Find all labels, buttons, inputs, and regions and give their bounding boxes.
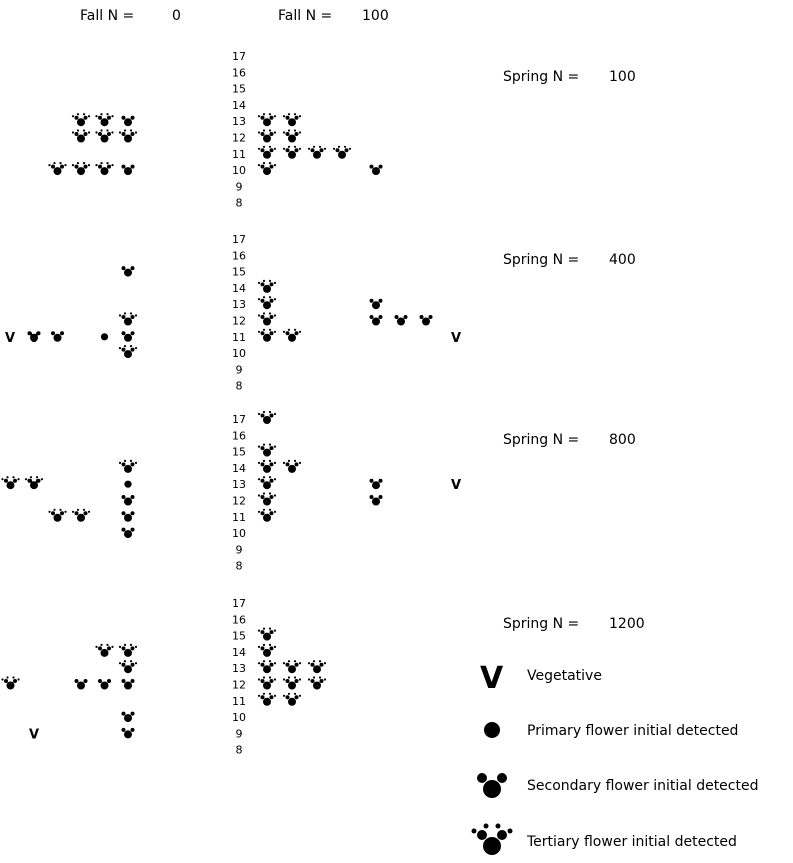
tertiary-flower-mark [95, 644, 113, 657]
tertiary-flower-mark [283, 660, 301, 673]
y-tick-label: 15 [232, 445, 246, 459]
secondary-flower-mark [122, 331, 135, 342]
tertiary-flower-mark [283, 676, 301, 689]
y-tick-label: 10 [232, 347, 246, 361]
y-tick-label: 17 [232, 233, 246, 246]
y-tick-label: 14 [232, 645, 246, 659]
tertiary-flower-mark [258, 628, 276, 641]
tertiary-flower-mark [119, 644, 137, 657]
y-tick-label: 13 [232, 298, 246, 312]
legend-label-vegetative: Vegetative [527, 668, 602, 684]
y-tick-label: 15 [232, 82, 246, 96]
tertiary-flower-mark [72, 509, 90, 522]
tertiary-flower-mark [258, 312, 276, 325]
secondary-flower-mark [122, 266, 135, 277]
secondary-flower-mark [370, 315, 383, 326]
secondary-flower-mark [370, 165, 383, 176]
y-tick-label: 12 [232, 314, 246, 328]
tertiary-flower-mark [48, 509, 66, 522]
tertiary-flower-mark [258, 113, 276, 126]
secondary-flower-icon [477, 773, 507, 798]
spring-label: Spring N = [503, 252, 580, 268]
legend-item-vegetative [480, 661, 602, 696]
legend-label-secondary: Secondary flower initial detected [527, 778, 759, 794]
y-tick-label: 12 [232, 131, 246, 145]
y-tick-label: 11 [232, 510, 246, 524]
secondary-flower-mark [370, 299, 383, 310]
spring-label: Spring N = [503, 432, 580, 448]
y-tick-label: 8 [235, 196, 243, 210]
primary-flower-mark [124, 481, 131, 488]
tertiary-flower-mark [119, 129, 137, 142]
tertiary-flower-mark [258, 444, 276, 457]
y-tick-label: 16 [232, 429, 246, 443]
tertiary-flower-mark [72, 162, 90, 175]
tertiary-flower-mark [308, 660, 326, 673]
tertiary-flower-mark [119, 312, 137, 325]
y-tick-label: 13 [232, 662, 246, 676]
tertiary-flower-mark [258, 660, 276, 673]
tertiary-flower-mark [333, 146, 351, 159]
legend-item-tertiary [472, 824, 737, 856]
fall-value-right: 100 [362, 8, 389, 24]
y-tick-label: 10 [232, 711, 246, 725]
y-tick-label: 14 [232, 98, 246, 112]
vegetative-mark: V [28, 727, 40, 743]
vegetative-mark: V [28, 478, 40, 494]
panel-400 [0, 233, 636, 393]
y-tick-label: 9 [235, 363, 243, 377]
y-tick-label: 16 [232, 613, 246, 627]
tertiary-flower-mark [283, 113, 301, 126]
y-tick-label: 17 [232, 413, 246, 426]
legend-label-primary: Primary flower initial detected [527, 723, 739, 739]
spring-value: 100 [609, 69, 636, 85]
y-tick-label: 11 [232, 330, 246, 344]
tertiary-flower-mark [95, 113, 113, 126]
secondary-flower-mark [122, 728, 135, 739]
tertiary-flower-mark [1, 676, 19, 689]
panel-100 [48, 50, 635, 210]
y-tick-label: 13 [232, 115, 246, 129]
tertiary-flower-mark [72, 113, 90, 126]
fall-value-left: 0 [172, 8, 181, 24]
spring-label: Spring N = [503, 69, 580, 85]
tertiary-flower-mark [283, 129, 301, 142]
tertiary-flower-mark [72, 129, 90, 142]
y-tick-label: 11 [232, 694, 246, 708]
legend-item-primary [484, 722, 738, 739]
tertiary-flower-mark [258, 146, 276, 159]
y-tick-label: 17 [232, 50, 246, 63]
tertiary-flower-mark [258, 676, 276, 689]
tertiary-flower-mark [119, 460, 137, 473]
y-tick-label: 11 [232, 147, 246, 161]
spring-value: 1200 [609, 616, 645, 632]
tertiary-flower-mark [258, 460, 276, 473]
secondary-flower-mark [122, 528, 135, 539]
tertiary-flower-mark [308, 676, 326, 689]
tertiary-flower-mark [258, 492, 276, 505]
vegetative-mark: V [28, 330, 40, 346]
y-tick-label: 9 [235, 543, 243, 557]
spring-value: 400 [609, 252, 636, 268]
secondary-flower-mark [98, 679, 111, 690]
y-tick-label: 16 [232, 249, 246, 263]
panels [0, 50, 645, 757]
tertiary-flower-mark [258, 644, 276, 657]
tertiary-flower-mark [119, 660, 137, 673]
secondary-flower-mark [51, 331, 64, 342]
tertiary-flower-icon [472, 824, 513, 856]
secondary-flower-mark [122, 679, 135, 690]
primary-flower-icon [484, 722, 500, 738]
tertiary-flower-mark [258, 509, 276, 522]
tertiary-flower-mark [258, 411, 276, 424]
tertiary-flower-mark [48, 162, 66, 175]
y-tick-label: 15 [232, 265, 246, 279]
secondary-flower-mark [122, 116, 135, 127]
secondary-flower-mark [370, 479, 383, 490]
y-tick-label: 9 [235, 180, 243, 194]
vegetative-mark: V [450, 478, 462, 494]
tertiary-flower-mark [258, 693, 276, 706]
y-tick-label: 9 [235, 727, 243, 741]
tertiary-flower-mark [258, 329, 276, 342]
secondary-flower-mark [122, 712, 135, 723]
y-tick-label: 17 [232, 597, 246, 610]
primary-flower-mark [101, 333, 108, 340]
panel-800 [1, 411, 635, 573]
secondary-flower-mark [122, 495, 135, 506]
legend-item-secondary [477, 773, 759, 798]
y-tick-label: 12 [232, 678, 246, 692]
tertiary-flower-mark [283, 693, 301, 706]
tertiary-flower-mark [258, 476, 276, 489]
tertiary-flower-mark [258, 129, 276, 142]
y-tick-label: 10 [232, 527, 246, 541]
y-tick-label: 15 [232, 629, 246, 643]
secondary-flower-mark [122, 511, 135, 522]
secondary-flower-mark [370, 495, 383, 506]
y-tick-label: 8 [235, 743, 243, 757]
spring-label: Spring N = [503, 616, 580, 632]
y-tick-label: 12 [232, 494, 246, 508]
tertiary-flower-mark [119, 345, 137, 358]
legend-label-tertiary: Tertiary flower initial detected [527, 834, 737, 850]
y-tick-label: 13 [232, 478, 246, 492]
vegetative-mark: V [4, 330, 16, 346]
y-tick-label: 8 [235, 379, 243, 393]
fall-label-right: Fall N = [278, 8, 333, 24]
secondary-flower-mark [420, 315, 433, 326]
vegetative-symbol-icon: V [480, 661, 504, 696]
legend [472, 661, 759, 855]
y-tick-label: 14 [232, 281, 246, 295]
spring-value: 800 [609, 432, 636, 448]
tertiary-flower-mark [308, 146, 326, 159]
tertiary-flower-mark [283, 329, 301, 342]
secondary-flower-mark [395, 315, 408, 326]
tertiary-flower-mark [258, 280, 276, 293]
tertiary-flower-mark [1, 476, 19, 489]
tertiary-flower-mark [258, 162, 276, 175]
secondary-flower-mark [122, 165, 135, 176]
tertiary-flower-mark [258, 296, 276, 309]
y-tick-label: 8 [235, 559, 243, 573]
tertiary-flower-mark [283, 460, 301, 473]
tertiary-flower-mark [95, 129, 113, 142]
y-tick-label: 16 [232, 66, 246, 80]
y-tick-label: 10 [232, 164, 246, 178]
fall-label-left: Fall N = [80, 8, 135, 24]
secondary-flower-mark [75, 679, 88, 690]
y-tick-label: 14 [232, 461, 246, 475]
vegetative-mark: V [450, 330, 462, 346]
tertiary-flower-mark [95, 162, 113, 175]
tertiary-flower-mark [283, 146, 301, 159]
